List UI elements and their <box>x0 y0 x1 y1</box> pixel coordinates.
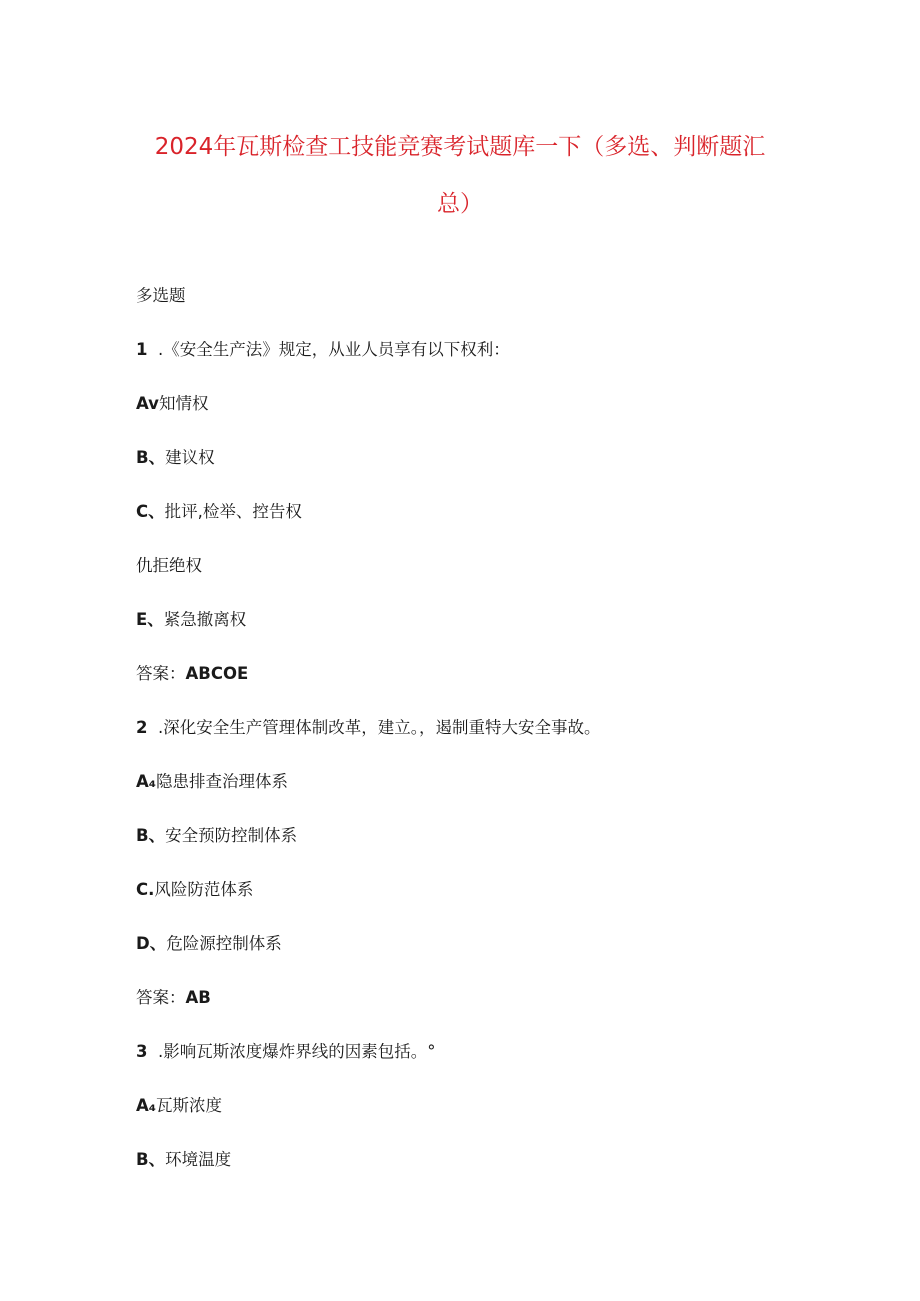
option-label: B、 <box>136 1150 166 1169</box>
option-item <box>136 396 208 413</box>
option-label: Av <box>136 394 159 413</box>
option-item <box>136 1098 222 1115</box>
option-label: E、 <box>136 610 164 629</box>
question-3 <box>136 1044 436 1061</box>
option-text: 危险源控制体系 <box>166 934 282 953</box>
option-text: 风险防范体系 <box>154 880 254 899</box>
question-number: 3 <box>136 1042 148 1061</box>
question-text: .影响瓦斯浓度爆炸界线的因素包括。° <box>158 1042 436 1061</box>
option-item <box>136 774 288 791</box>
option-label: A₄ <box>136 1096 156 1115</box>
question-1 <box>136 342 510 359</box>
question-number: 2 <box>136 718 148 737</box>
answer-line <box>136 990 211 1007</box>
option-label: A₄ <box>136 772 156 791</box>
question-2 <box>136 720 601 737</box>
document-title-line-1: 2024年瓦斯检查工技能竞赛考试题库一下（多选、判断题汇 <box>154 134 766 160</box>
option-item <box>136 612 246 629</box>
option-label: B、 <box>136 826 166 845</box>
option-text: 瓦斯浓度 <box>156 1096 222 1115</box>
answer-value: ABCOE <box>185 664 249 683</box>
option-label: C. <box>136 880 155 899</box>
option-item <box>136 828 297 845</box>
question-text: .深化安全生产管理体制改革，建立。，遏制重特大安全事故。 <box>158 718 601 737</box>
answer-label: 答案： <box>136 664 186 683</box>
question-number: 1 <box>136 340 148 359</box>
document-title-line-2: 总） <box>437 191 483 217</box>
question-text: .《安全生产法》规定，从业人员享有以下权利： <box>158 340 510 359</box>
option-item <box>136 558 202 575</box>
option-item <box>136 882 253 899</box>
option-item <box>136 936 282 953</box>
answer-line <box>136 666 248 683</box>
option-text: 安全预防控制体系 <box>165 826 298 845</box>
option-text: 环境温度 <box>165 1150 232 1169</box>
option-text: 紧急撤离权 <box>163 610 247 629</box>
option-label: B、 <box>136 448 166 467</box>
option-text: 知情权 <box>158 394 209 413</box>
option-label: C、 <box>136 502 165 521</box>
option-item <box>136 504 302 521</box>
section-heading: 多选题 <box>136 286 186 305</box>
option-item <box>136 1152 231 1169</box>
answer-value: AB <box>185 988 211 1007</box>
option-text: 隐患排查治理体系 <box>156 772 288 791</box>
option-text: 仇拒绝权 <box>136 556 202 575</box>
option-item <box>136 450 215 467</box>
option-text: 批评,检举、控告权 <box>164 502 302 521</box>
answer-label: 答案： <box>136 988 186 1007</box>
option-text: 建议权 <box>165 448 215 467</box>
option-label: D、 <box>136 934 167 953</box>
